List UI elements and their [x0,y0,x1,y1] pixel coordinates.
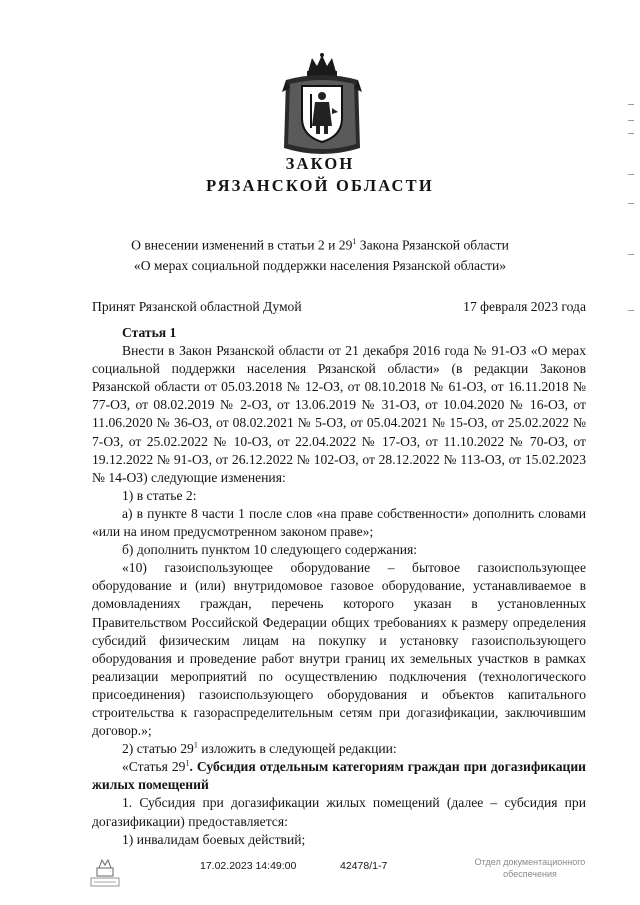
item-2: 2) статью $29^1$ изложить в следующей редакции: [122,740,397,757]
scan-mark [628,133,634,134]
point-1: 1. Субсидия при догазификации жилых помещений (далее – субсидия при догазификации) предоставляется: [92,795,586,829]
scan-mark [628,174,634,175]
item-1a: а) в пункте 8 части 1 после слов «на праве собственности» дополнить словами «или на ином предусмотренном законом праве»; [92,505,586,540]
registration-timestamp: 17.02.2023 14:49:00 [200,860,297,872]
scan-mark [628,254,634,255]
scan-mark [628,310,634,311]
law-title: ЗАКОН [285,154,355,173]
new-article-heading: «Статья $29^1$. Субсидия отдельным категориям граждан при догазификации жилых помещений [92,758,586,793]
law-body [92,324,586,849]
law-subject: О внесении изменений в статьи 2 и $29^1$ Закона Рязанской области «О мерах социальной поддержки населения Рязанской области» [131,237,509,273]
item-1: 1) в статье 2: [122,487,197,503]
scan-mark [628,104,634,105]
scan-mark [628,203,634,204]
registration-footer [0,854,640,894]
registration-number: 42478/1-7 [340,860,388,872]
article-heading: Статья 1 [122,325,177,340]
department-stamp: Отдел документационного обеспечения [474,857,586,879]
adoption-date: 17 февраля 2023 года [463,299,586,314]
adoption-line [92,298,586,316]
item-1b: б) дополнить пунктом 10 следующего содержания: [122,542,418,558]
law-region-title: РЯЗАНСКОЙ ОБЛАСТИ [206,176,434,195]
adopted-by: Принят Рязанской областной Думой [92,299,302,314]
item-1b-text: «10) газоиспользующее оборудование – бытовое газоиспользующее оборудование и (или) внутридомовое газовое оборудование, устанавливаемое в домовладениях граждан, перечень которого указан в установленных Правительством Российской Федерации общих требованиях к размеру определения субсидий физическим лицам на покупку и установку газоиспользующего оборудования и проведение работ внутри границ их земельных участков в рамках реализации мероприятий по осуществлению подключения (технологического присоединения) газоиспользующего оборудования и объектов капитального строительства к газораспределительным сетям при догазификации, заключившим договор.»; [92,560,586,739]
scan-mark [628,120,634,121]
article-intro: Внести в Закон Рязанской области от 21 декабря 2016 года № 91-ОЗ «О мерах социальной поддержки населения Рязанской области» (в редакции Законов Рязанской области от 05.03.2018 № 12-ОЗ, от 08.10.2018 № 61-ОЗ, от 16.11.2018 № 77-ОЗ, от 08.02.2019 № 2-ОЗ, от 13.06.2019 № 31-ОЗ, от 10.04.2020 № 16-ОЗ, от 11.06.2020 № 36-ОЗ, от 08.02.2021 № 5-ОЗ, от 05.04.2021 № 15-ОЗ, от 25.02.2022 № 7-ОЗ, от 25.02.2022 № 10-ОЗ, от 22.04.2022 № 17-ОЗ, от 11.10.2022 № 70-ОЗ, от 19.12.2022 № 91-ОЗ, от 26.12.2022 № 102-ОЗ, от 28.12.2022 № 113-ОЗ, от 15.02.2023 № 14-ОЗ) следующие изменения: [92,343,586,485]
point-1-1: 1) инвалидам боевых действий; [122,831,306,847]
coat-of-arms-icon [280,52,364,160]
gubernia-stamp-icon [88,854,122,890]
